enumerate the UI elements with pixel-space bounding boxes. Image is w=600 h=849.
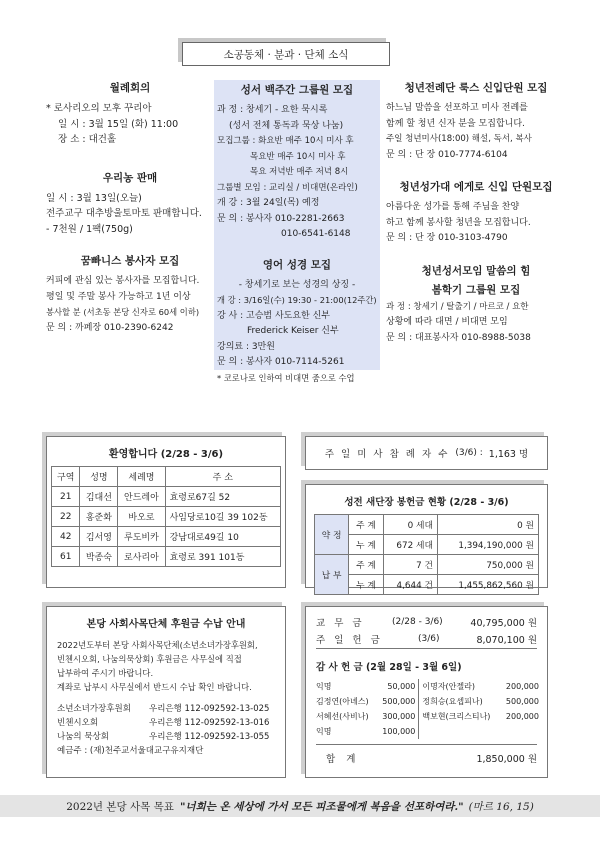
section-header-title: 소공동체 · 분과 · 단체 소식: [223, 48, 349, 61]
youth-choir-line: 문 의 : 단 장 010-3103-4790: [386, 233, 508, 243]
thanks-total-row: [316, 744, 537, 765]
attendance-value: 1,163 명: [488, 449, 529, 460]
cell: 200,000: [505, 682, 539, 691]
bible-line: 과 정 : 창세기 - 요한 묵시록: [217, 105, 328, 115]
cafe-line: 봉사할 분 (서초동 본당 신자로 60세 이하): [46, 307, 200, 317]
left-column: [46, 80, 214, 370]
cell: 500,000: [505, 697, 539, 706]
welcome-col-baptism: 세례명: [118, 467, 165, 487]
attendance-box: [305, 436, 548, 470]
goal-reference: (마르 16, 15): [468, 800, 534, 813]
thanks-total-amount: 1,850,000 원: [476, 754, 537, 765]
youth-choir-notice: [386, 179, 566, 247]
cell: 100,000: [375, 724, 419, 739]
youth-liturgy-line: 문 의 : 단 장 010-7774-6104: [386, 149, 508, 160]
welcome-header-row: [52, 467, 281, 487]
bible-line: 개 강 : 3월 24일(목) 예정: [217, 198, 320, 208]
cafe-title: 꿈빠니스 봉사자 모집: [80, 255, 180, 267]
cell: 효령로67길 52: [165, 487, 280, 507]
thanks-title: 감 사 헌 금 (2월 28일 - 3월 6일): [316, 662, 462, 673]
bible-line: 010-6541-6148: [281, 229, 351, 239]
cell: 사임당로10길 39 102동: [165, 507, 280, 527]
cell: 바오로: [118, 507, 165, 527]
cell: 김정연(아녜스): [316, 697, 369, 706]
bible-title: 성서 백주간 그룹원 모집: [240, 84, 354, 96]
table-row: [315, 535, 539, 555]
cell: 안드레아: [118, 487, 165, 507]
cell: 672 세대: [383, 535, 437, 555]
cell: 이명자(안젤라): [422, 682, 475, 691]
youth-liturgy-line: 주일 청년미사(18:00) 해설, 독서, 복사: [386, 134, 532, 144]
account-name: 나눔의 묵상회: [57, 732, 109, 742]
youth-choir-line: 하고 함께 봉사할 청년을 모집합니다.: [386, 217, 531, 228]
cell: 김대선: [80, 487, 118, 507]
youth-liturgy-line: 하느님 말씀을 선포하고 미사 전례를: [386, 103, 528, 113]
account-number: 우리은행 112-092592-13-055: [149, 732, 270, 742]
rosary-line: * 로사리오의 모후 꾸리아: [46, 103, 152, 114]
bible-line: 문 의 : 봉사자 010-2281-2663: [217, 213, 345, 224]
cell: 홍준화: [80, 507, 118, 527]
welcome-title: 환영합니다 (2/28 - 3/6): [108, 449, 224, 460]
cafe-notice: [46, 253, 214, 336]
youth-liturgy-notice: [386, 80, 566, 163]
english-title: 영어 성경 모집: [262, 258, 332, 271]
youth-liturgy-title: 청년전례단 룩스 신입단원 모집: [404, 82, 548, 94]
bible-line: 그룹별 모임 : 교리실 / 비대면(온라인): [217, 182, 358, 193]
cell: [502, 724, 539, 739]
cell: 42: [52, 527, 80, 547]
cafe-line: 커피에 관심 있는 봉사자를 모집합니다.: [46, 276, 200, 286]
rosary-notice: [46, 80, 214, 148]
cell: 누 계: [349, 575, 383, 595]
goal-quote: "너희는 온 세상에 가서 모든 피조물에게 복음을 선포하여라.": [179, 800, 464, 813]
cell: 효령로 391 101동: [165, 547, 280, 567]
juil-label: 주 일 헌 금: [316, 634, 383, 646]
juil-period: (3/6): [418, 633, 440, 644]
table-row: [315, 555, 539, 575]
cell: 61: [52, 547, 80, 567]
cell: 1,394,190,000 원: [438, 535, 539, 555]
english-line: 강의료 : 3만원: [217, 341, 275, 352]
table-row: [52, 487, 281, 507]
welcome-col-area: 구역: [52, 467, 80, 487]
account-number: 우리은행 112-092592-13-016: [149, 718, 270, 728]
section-header: [182, 42, 390, 66]
english-line: 개 강 : 3/16일(수) 19:30 - 21:00(12주간): [217, 295, 377, 305]
farm-notice: [46, 170, 214, 238]
welcome-box: [46, 436, 286, 588]
thanks-total-label: 합 계: [326, 754, 360, 765]
parish-goal-banner: [0, 795, 600, 817]
building-fund-box: [305, 484, 548, 591]
table-row: [316, 724, 539, 739]
account-name: 빈첸시오회: [57, 718, 99, 728]
account-row: [57, 716, 275, 730]
building-fund-title: 성전 새단장 봉헌금 현황 (2/28 - 3/6): [344, 497, 509, 508]
finance-box: [305, 606, 548, 778]
cafe-line: 문 의 : 까페장 010-2390-6242: [46, 322, 174, 333]
cell: 루도비카: [118, 527, 165, 547]
support-line: 납부하여 주시기 바랍니다.: [57, 668, 154, 678]
english-line: 문 의 : 봉사자 010-7114-5261: [217, 357, 345, 367]
cell: [419, 724, 502, 739]
table-row: [52, 527, 281, 547]
cell: 750,000 원: [438, 555, 539, 575]
table-row: [52, 547, 281, 567]
youth-bible-line: 상황에 따라 대면 / 비대면 모임: [386, 317, 508, 327]
cell: 22: [52, 507, 80, 527]
english-line: * 코로나로 인하여 비대면 줌으로 수업: [217, 372, 355, 383]
attendance-date: (3/6) :: [455, 448, 483, 458]
english-notice: [217, 257, 377, 387]
gyomu-amount: 40,795,000 원: [470, 618, 537, 629]
cell: 300,000: [375, 709, 419, 724]
farm-line: 전주교구 대추방울토마토 판매합니다.: [46, 208, 202, 219]
support-box: [46, 606, 286, 778]
table-row: [52, 507, 281, 527]
right-column: [386, 80, 566, 370]
cell: 누 계: [349, 535, 383, 555]
attendance-label: 주 일 미 사 참 례 자 수: [324, 449, 450, 460]
cell: 50,000: [375, 679, 419, 694]
account-holder: 예금주 : (재)천주교서울대교구유지재단: [57, 746, 204, 756]
farm-title: 우리농 판매: [102, 171, 158, 184]
payment-group: 납 부: [315, 555, 349, 595]
cell: 200,000: [505, 712, 539, 721]
english-line: - 창세기로 보는 성경의 상징 -: [238, 279, 356, 290]
english-line: 강 사 : 고승범 사도요한 신부: [217, 310, 330, 321]
goal-prefix: 2022년 본당 사목 목표: [66, 800, 174, 813]
welcome-table: [51, 466, 281, 567]
table-row: [316, 709, 539, 724]
gyomu-period: (2/28 - 3/6): [392, 617, 443, 627]
cell: 로사리아: [118, 547, 165, 567]
rosary-line: 장 소 : 대건홀: [58, 134, 117, 145]
youth-bible-notice: [386, 263, 566, 347]
youth-choir-title: 청년성가대 에게로 신입 단원모집: [399, 181, 553, 193]
farm-line: - 7천원 / 1팩(750g): [46, 223, 133, 235]
cell: 주 계: [349, 555, 383, 575]
bible-line: 목요 저녁반 매주 저녁 8시: [250, 167, 349, 177]
farm-line: 일 시 : 3월 13일(오늘): [46, 192, 142, 204]
youth-bible-title: 청년성서모임 말씀의 힘: [421, 264, 531, 277]
bible-line: 목요반 매주 10시 미사 후: [250, 151, 346, 162]
table-row: [316, 694, 539, 709]
cell: 500,000: [375, 694, 419, 709]
cafe-line: 평일 및 주말 봉사 가능하고 1년 이상: [46, 291, 191, 302]
cell: 박종숙: [80, 547, 118, 567]
building-fund-table: [314, 514, 539, 595]
welcome-col-address: 주 소: [165, 467, 280, 487]
support-line: 계좌로 납부시 사무실에서 반드시 수납 확인 바랍니다.: [57, 682, 252, 692]
youth-bible-line: 문 의 : 대표봉사자 010-8988-5038: [386, 332, 531, 343]
account-number: 우리은행 112-092592-13-025: [149, 704, 270, 714]
juil-row: [316, 631, 537, 649]
account-row: [57, 702, 275, 716]
juil-amount: 8,070,100 원: [476, 634, 537, 646]
cell: 서혜선(사비나): [316, 712, 369, 721]
bible-line: 모집그룹 : 화요반 매주 10시 미사 후: [217, 136, 354, 146]
cell: 0 원: [438, 515, 539, 535]
gyomu-label: 교 무 금: [316, 618, 365, 629]
account-name: 소년소녀가장후원회: [57, 704, 131, 714]
support-title: 본당 사회사목단체 후원금 수납 안내: [86, 619, 246, 630]
table-row: [315, 515, 539, 535]
cell: 익명: [316, 682, 332, 691]
pledge-group: 약 정: [315, 515, 349, 555]
youth-bible-line: 과 정 : 창세기 / 탈출기 / 마르코 / 요한: [386, 301, 529, 312]
cell: 정희승(요셉피나): [422, 697, 483, 706]
table-row: [316, 679, 539, 694]
rosary-title: 월례회의: [109, 82, 151, 94]
gyomu-row: [316, 613, 537, 631]
cell: 7 건: [383, 555, 437, 575]
cell: 익명: [316, 727, 332, 736]
youth-choir-line: 아름다운 성가를 통해 주님을 찬양: [386, 202, 520, 212]
account-row: [57, 730, 275, 744]
table-row: [315, 575, 539, 595]
rosary-line: 일 시 : 3월 15일 (화) 11:00: [58, 118, 179, 130]
middle-column: [214, 80, 380, 383]
support-line: 2022년도부터 본당 사회사목단체(소년소녀가장후원회,: [57, 640, 258, 650]
cell: 주 계: [349, 515, 383, 535]
welcome-col-name: 성명: [80, 467, 118, 487]
support-line: 빈첸시오회, 나눔의묵상회) 후원금은 사무실에 직접: [57, 654, 242, 664]
bible-notice: [217, 82, 377, 243]
bible-line: (성서 전체 통독과 묵상 나눔): [229, 120, 344, 131]
youth-bible-subtitle: 봄학기 그룹원 모집: [431, 283, 521, 296]
cell: 강남대로49길 10: [165, 527, 280, 547]
cell: 21: [52, 487, 80, 507]
thanks-table: [316, 679, 539, 739]
cell: 1,455,862,560 원: [438, 575, 539, 595]
cell: 김서영: [80, 527, 118, 547]
youth-liturgy-line: 함께 할 청년 신자 분을 모집합니다.: [386, 118, 525, 129]
english-line: Frederick Keiser 신부: [247, 326, 339, 336]
cell: 0 세대: [383, 515, 437, 535]
cell: 백보현(크리스티나): [422, 712, 491, 721]
cell: 4,644 건: [383, 575, 437, 595]
